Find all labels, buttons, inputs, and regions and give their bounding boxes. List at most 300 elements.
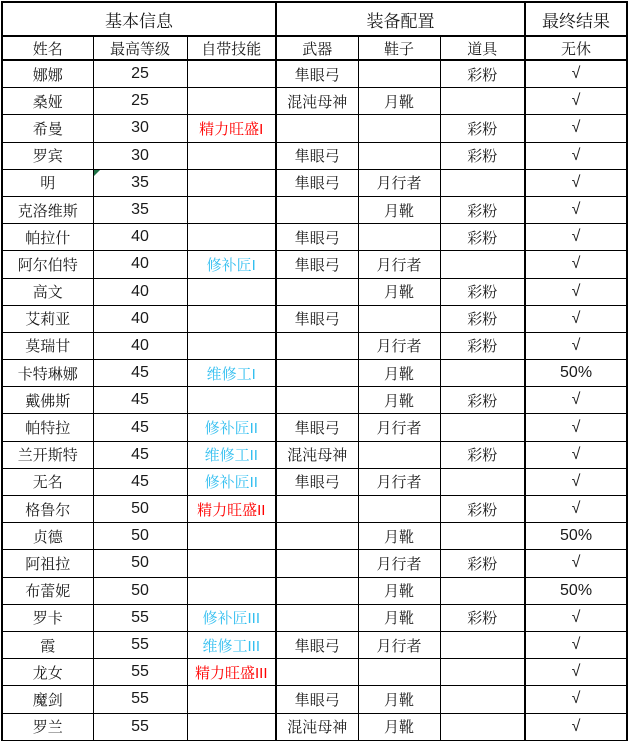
column-header-shoes[interactable]: 鞋子 bbox=[358, 36, 440, 60]
cell-level[interactable] bbox=[93, 686, 187, 713]
cell-text: 维修工II bbox=[204, 447, 258, 465]
cell-name[interactable] bbox=[2, 305, 93, 332]
table-row bbox=[2, 414, 627, 441]
cell-shoes[interactable] bbox=[358, 631, 440, 658]
cell-text: √ bbox=[571, 717, 581, 735]
cell-item[interactable] bbox=[440, 577, 525, 604]
cell-text: 贞德 bbox=[32, 528, 63, 546]
cell-level[interactable] bbox=[93, 604, 187, 631]
cell-text: 罗宾 bbox=[32, 148, 63, 166]
cell-text: √ bbox=[571, 663, 581, 681]
cell-item[interactable] bbox=[440, 332, 525, 359]
cell-text: 月行者 bbox=[376, 175, 422, 193]
cell-result[interactable] bbox=[525, 251, 627, 278]
cell-text: 45 bbox=[131, 445, 149, 463]
cell-skill[interactable] bbox=[187, 115, 276, 142]
table-row bbox=[2, 659, 627, 686]
cell-text: 罗兰 bbox=[32, 719, 63, 737]
column-header-innate-skill[interactable]: 自带技能 bbox=[187, 36, 276, 60]
cell-name[interactable] bbox=[2, 659, 93, 686]
cell-shoes[interactable] bbox=[358, 251, 440, 278]
column-header-max-level[interactable]: 最高等级 bbox=[93, 36, 187, 60]
cell-text: √ bbox=[571, 636, 581, 654]
cell-text: 月靴 bbox=[384, 691, 415, 709]
cell-text: 格鲁尔 bbox=[25, 501, 71, 519]
cell-level[interactable] bbox=[93, 332, 187, 359]
cell-item[interactable] bbox=[440, 686, 525, 713]
cell-result[interactable] bbox=[525, 441, 627, 468]
cell-item[interactable] bbox=[440, 414, 525, 441]
cell-text: 维修工III bbox=[202, 637, 261, 655]
cell-text: 彩粉 bbox=[467, 148, 498, 166]
cell-item[interactable] bbox=[440, 60, 525, 88]
cell-text: 月靴 bbox=[384, 392, 415, 410]
cell-shoes[interactable] bbox=[358, 604, 440, 631]
table-row bbox=[2, 577, 627, 604]
cell-weapon[interactable] bbox=[276, 686, 358, 713]
cell-text: 彩粉 bbox=[467, 555, 498, 573]
cell-skill[interactable] bbox=[187, 224, 276, 251]
cell-weapon[interactable] bbox=[276, 115, 358, 142]
cell-result[interactable] bbox=[525, 360, 627, 387]
cell-skill[interactable] bbox=[187, 88, 276, 115]
cell-level[interactable] bbox=[93, 414, 187, 441]
cell-weapon[interactable] bbox=[276, 88, 358, 115]
cell-name[interactable] bbox=[2, 550, 93, 577]
cell-shoes[interactable] bbox=[358, 577, 440, 604]
cell-text: 55 bbox=[131, 663, 149, 681]
cell-skill[interactable] bbox=[187, 468, 276, 495]
cell-name[interactable] bbox=[2, 196, 93, 223]
cell-weapon[interactable] bbox=[276, 169, 358, 196]
cell-level[interactable] bbox=[93, 523, 187, 550]
cell-text: 月靴 bbox=[384, 583, 415, 601]
cell-weapon[interactable] bbox=[276, 523, 358, 550]
cell-skill[interactable] bbox=[187, 441, 276, 468]
cell-result[interactable] bbox=[525, 387, 627, 414]
cell-text: 40 bbox=[131, 336, 149, 354]
cell-text: 罗卡 bbox=[32, 610, 63, 628]
cell-item[interactable] bbox=[440, 88, 525, 115]
cell-text: 维修工I bbox=[206, 365, 256, 383]
cell-text: 彩粉 bbox=[467, 229, 498, 247]
cell-item[interactable] bbox=[440, 604, 525, 631]
cell-skill[interactable] bbox=[187, 251, 276, 278]
cell-item[interactable] bbox=[440, 387, 525, 414]
cell-text: 霞 bbox=[40, 637, 56, 655]
cell-name[interactable] bbox=[2, 142, 93, 169]
cell-name[interactable] bbox=[2, 414, 93, 441]
cell-text: 45 bbox=[131, 364, 149, 382]
group-header-final-result[interactable]: 最终结果 bbox=[525, 2, 627, 36]
cell-skill[interactable] bbox=[187, 604, 276, 631]
cell-text: 修补匠II bbox=[204, 474, 258, 492]
cell-text: 50 bbox=[131, 554, 149, 572]
table-row bbox=[2, 631, 627, 658]
cell-text: 30 bbox=[131, 146, 149, 164]
cell-name[interactable] bbox=[2, 88, 93, 115]
cell-name[interactable] bbox=[2, 631, 93, 658]
cell-result[interactable] bbox=[525, 550, 627, 577]
cell-skill[interactable] bbox=[187, 387, 276, 414]
cell-result[interactable] bbox=[525, 496, 627, 523]
cell-text: √ bbox=[571, 255, 581, 273]
cell-level[interactable] bbox=[93, 360, 187, 387]
cell-weapon[interactable] bbox=[276, 441, 358, 468]
cell-level[interactable] bbox=[93, 387, 187, 414]
cell-text: 隼眼弓 bbox=[294, 256, 340, 274]
cell-result[interactable] bbox=[525, 88, 627, 115]
cell-text: 50% bbox=[560, 527, 593, 545]
cell-item[interactable] bbox=[440, 496, 525, 523]
cell-name[interactable] bbox=[2, 224, 93, 251]
cell-text: √ bbox=[571, 554, 581, 572]
cell-shoes[interactable] bbox=[358, 169, 440, 196]
cell-result[interactable] bbox=[525, 577, 627, 604]
table-row bbox=[2, 142, 627, 169]
cell-level[interactable] bbox=[93, 577, 187, 604]
cell-shoes[interactable] bbox=[358, 713, 440, 741]
cell-shoes[interactable] bbox=[358, 468, 440, 495]
cell-text: 戴佛斯 bbox=[25, 392, 71, 410]
table-row bbox=[2, 169, 627, 196]
column-header-name[interactable]: 姓名 bbox=[2, 36, 93, 60]
cell-result[interactable] bbox=[525, 60, 627, 88]
cell-item[interactable] bbox=[440, 305, 525, 332]
cell-weapon[interactable] bbox=[276, 659, 358, 686]
cell-text: 月靴 bbox=[384, 93, 415, 111]
table-row bbox=[2, 713, 627, 741]
cell-skill[interactable] bbox=[187, 577, 276, 604]
table-row bbox=[2, 441, 627, 468]
cell-skill[interactable] bbox=[187, 305, 276, 332]
cell-text: 帕拉什 bbox=[25, 229, 71, 247]
cell-skill[interactable] bbox=[187, 60, 276, 88]
cell-level[interactable] bbox=[93, 142, 187, 169]
cell-level[interactable] bbox=[93, 496, 187, 523]
cell-level[interactable] bbox=[93, 713, 187, 741]
cell-text: 隼眼弓 bbox=[294, 474, 340, 492]
cell-result[interactable] bbox=[525, 604, 627, 631]
cell-text: 25 bbox=[131, 65, 149, 83]
cell-weapon[interactable] bbox=[276, 224, 358, 251]
group-header-equipment-config[interactable]: 装备配置 bbox=[276, 2, 525, 36]
cell-weapon[interactable] bbox=[276, 550, 358, 577]
cell-item[interactable] bbox=[440, 360, 525, 387]
cell-text: 彩粉 bbox=[467, 284, 498, 302]
cell-item[interactable] bbox=[440, 441, 525, 468]
cell-result[interactable] bbox=[525, 142, 627, 169]
cell-weapon[interactable] bbox=[276, 631, 358, 658]
cell-item[interactable] bbox=[440, 523, 525, 550]
cell-level[interactable] bbox=[93, 631, 187, 658]
cell-result[interactable] bbox=[525, 305, 627, 332]
cell-text: 月靴 bbox=[384, 719, 415, 737]
cell-shoes[interactable] bbox=[358, 659, 440, 686]
cell-text: 彩粉 bbox=[467, 120, 498, 138]
cell-result[interactable] bbox=[525, 278, 627, 305]
cell-text: 彩粉 bbox=[467, 392, 498, 410]
cell-text: 彩粉 bbox=[467, 501, 498, 519]
cell-name[interactable] bbox=[2, 468, 93, 495]
cell-item[interactable] bbox=[440, 196, 525, 223]
cell-text: 克洛维斯 bbox=[17, 202, 78, 220]
cell-text: 55 bbox=[131, 717, 149, 735]
cell-item[interactable] bbox=[440, 115, 525, 142]
cell-name[interactable] bbox=[2, 278, 93, 305]
cell-weapon[interactable] bbox=[276, 387, 358, 414]
cell-level[interactable] bbox=[93, 305, 187, 332]
cell-item[interactable] bbox=[440, 713, 525, 741]
cell-name[interactable] bbox=[2, 523, 93, 550]
column-header-no-rest[interactable]: 无休 bbox=[525, 36, 627, 60]
cell-result[interactable] bbox=[525, 468, 627, 495]
cell-item[interactable] bbox=[440, 278, 525, 305]
cell-item[interactable] bbox=[440, 142, 525, 169]
cell-name[interactable] bbox=[2, 604, 93, 631]
cell-weapon[interactable] bbox=[276, 332, 358, 359]
cell-result[interactable] bbox=[525, 115, 627, 142]
cell-shoes[interactable] bbox=[358, 523, 440, 550]
cell-skill[interactable] bbox=[187, 278, 276, 305]
cell-text: 娜娜 bbox=[32, 66, 63, 84]
cell-text: 彩粉 bbox=[467, 66, 498, 84]
cell-item[interactable] bbox=[440, 224, 525, 251]
cell-text: 45 bbox=[131, 472, 149, 490]
cell-shoes[interactable] bbox=[358, 550, 440, 577]
cell-level[interactable] bbox=[93, 659, 187, 686]
cell-result[interactable] bbox=[525, 414, 627, 441]
cell-result[interactable] bbox=[525, 631, 627, 658]
cell-name[interactable] bbox=[2, 496, 93, 523]
cell-text: 魔剑 bbox=[32, 691, 63, 709]
cell-text: 月靴 bbox=[384, 202, 415, 220]
cell-weapon[interactable] bbox=[276, 496, 358, 523]
cell-name[interactable] bbox=[2, 713, 93, 741]
cell-text: √ bbox=[571, 146, 581, 164]
cell-name[interactable] bbox=[2, 577, 93, 604]
cell-text: √ bbox=[571, 173, 581, 191]
cell-text: 隼眼弓 bbox=[294, 637, 340, 655]
cell-text: 月行者 bbox=[376, 338, 422, 356]
cell-result[interactable] bbox=[525, 713, 627, 741]
cell-weapon[interactable] bbox=[276, 360, 358, 387]
cell-text: 精力旺盛III bbox=[195, 664, 268, 682]
cell-skill[interactable] bbox=[187, 523, 276, 550]
cell-text: 精力旺盛I bbox=[199, 120, 264, 138]
cell-text: 35 bbox=[131, 173, 149, 191]
cell-weapon[interactable] bbox=[276, 251, 358, 278]
cell-skill[interactable] bbox=[187, 360, 276, 387]
cell-weapon[interactable] bbox=[276, 196, 358, 223]
cell-text: 40 bbox=[131, 309, 149, 327]
cell-text: 希曼 bbox=[32, 120, 63, 138]
cell-shoes[interactable] bbox=[358, 496, 440, 523]
cell-name[interactable] bbox=[2, 60, 93, 88]
cell-item[interactable] bbox=[440, 659, 525, 686]
cell-weapon[interactable] bbox=[276, 604, 358, 631]
cell-level[interactable] bbox=[93, 550, 187, 577]
cell-text: √ bbox=[571, 65, 581, 83]
spreadsheet-table-view bbox=[0, 1, 629, 741]
cell-text: √ bbox=[571, 92, 581, 110]
table-row bbox=[2, 550, 627, 577]
table-row bbox=[2, 196, 627, 223]
cell-skill[interactable] bbox=[187, 142, 276, 169]
cell-skill[interactable] bbox=[187, 713, 276, 741]
cell-level[interactable] bbox=[93, 88, 187, 115]
cell-text: 隼眼弓 bbox=[294, 311, 340, 329]
cell-weapon[interactable] bbox=[276, 713, 358, 741]
cell-text: √ bbox=[571, 418, 581, 436]
cell-text: √ bbox=[571, 445, 581, 463]
cell-skill[interactable] bbox=[187, 196, 276, 223]
cell-text: 修补匠I bbox=[206, 256, 256, 274]
table-row bbox=[2, 496, 627, 523]
cell-level[interactable] bbox=[93, 60, 187, 88]
cell-text: 30 bbox=[131, 119, 149, 137]
cell-text: 月行者 bbox=[376, 637, 422, 655]
cell-weapon[interactable] bbox=[276, 278, 358, 305]
table-row bbox=[2, 332, 627, 359]
cell-text: 彩粉 bbox=[467, 447, 498, 465]
cell-shoes[interactable] bbox=[358, 441, 440, 468]
cell-name[interactable] bbox=[2, 360, 93, 387]
cell-weapon[interactable] bbox=[276, 468, 358, 495]
cell-skill[interactable] bbox=[187, 550, 276, 577]
cell-level[interactable] bbox=[93, 251, 187, 278]
cell-text: 隼眼弓 bbox=[294, 148, 340, 166]
cell-text: 35 bbox=[131, 201, 149, 219]
cell-skill[interactable] bbox=[187, 496, 276, 523]
cell-text: 月行者 bbox=[376, 256, 422, 274]
cell-item[interactable] bbox=[440, 468, 525, 495]
cell-shoes[interactable] bbox=[358, 60, 440, 88]
cell-shoes[interactable] bbox=[358, 224, 440, 251]
cell-shoes[interactable] bbox=[358, 115, 440, 142]
cell-weapon[interactable] bbox=[276, 577, 358, 604]
cell-text: 彩粉 bbox=[467, 311, 498, 329]
cell-shoes[interactable] bbox=[358, 278, 440, 305]
cell-text: 精力旺盛II bbox=[197, 501, 266, 519]
cell-text: √ bbox=[571, 500, 581, 518]
cell-result[interactable] bbox=[525, 523, 627, 550]
cell-level[interactable] bbox=[93, 441, 187, 468]
cell-text: 高文 bbox=[32, 284, 63, 302]
cell-skill[interactable] bbox=[187, 414, 276, 441]
cell-shoes[interactable] bbox=[358, 360, 440, 387]
cell-item[interactable] bbox=[440, 631, 525, 658]
cell-skill[interactable] bbox=[187, 332, 276, 359]
cell-result[interactable] bbox=[525, 332, 627, 359]
cell-skill[interactable] bbox=[187, 659, 276, 686]
table-row bbox=[2, 468, 627, 495]
cell-skill[interactable] bbox=[187, 686, 276, 713]
cell-skill[interactable] bbox=[187, 631, 276, 658]
cell-text: 阿祖拉 bbox=[25, 555, 71, 573]
cell-name[interactable] bbox=[2, 686, 93, 713]
cell-text: 50 bbox=[131, 581, 149, 599]
cell-text: 修补匠III bbox=[202, 610, 261, 628]
table-row bbox=[2, 604, 627, 631]
cell-name[interactable] bbox=[2, 251, 93, 278]
table-row bbox=[2, 278, 627, 305]
cell-item[interactable] bbox=[440, 169, 525, 196]
table-row bbox=[2, 115, 627, 142]
cell-level[interactable] bbox=[93, 278, 187, 305]
cell-result[interactable] bbox=[525, 196, 627, 223]
cell-text: √ bbox=[571, 336, 581, 354]
group-header-basic-info[interactable]: 基本信息 bbox=[2, 2, 276, 36]
cell-text: 40 bbox=[131, 255, 149, 273]
cell-shoes[interactable] bbox=[358, 196, 440, 223]
cell-text: 55 bbox=[131, 636, 149, 654]
cell-level[interactable] bbox=[93, 468, 187, 495]
cell-text: 月靴 bbox=[384, 365, 415, 383]
cell-name[interactable] bbox=[2, 387, 93, 414]
cell-text: 40 bbox=[131, 282, 149, 300]
cell-result[interactable] bbox=[525, 659, 627, 686]
cell-weapon[interactable] bbox=[276, 60, 358, 88]
cell-text: 阿尔伯特 bbox=[17, 256, 78, 274]
cell-text: √ bbox=[571, 472, 581, 490]
cell-name[interactable] bbox=[2, 441, 93, 468]
cell-text: 无名 bbox=[32, 474, 63, 492]
cell-level[interactable] bbox=[93, 224, 187, 251]
cell-skill[interactable] bbox=[187, 169, 276, 196]
cell-text: 25 bbox=[131, 92, 149, 110]
table-row bbox=[2, 360, 627, 387]
cell-weapon[interactable] bbox=[276, 414, 358, 441]
cell-name[interactable] bbox=[2, 332, 93, 359]
cell-weapon[interactable] bbox=[276, 142, 358, 169]
cell-text: 隼眼弓 bbox=[294, 691, 340, 709]
cell-result[interactable] bbox=[525, 224, 627, 251]
column-header-weapon[interactable]: 武器 bbox=[276, 36, 358, 60]
cell-text: √ bbox=[571, 608, 581, 626]
cell-result[interactable] bbox=[525, 169, 627, 196]
column-header-item[interactable]: 道具 bbox=[440, 36, 525, 60]
cell-shoes[interactable] bbox=[358, 686, 440, 713]
column-header-row bbox=[2, 36, 627, 60]
cell-shoes[interactable] bbox=[358, 305, 440, 332]
table-row bbox=[2, 251, 627, 278]
cell-name[interactable] bbox=[2, 115, 93, 142]
cell-shoes[interactable] bbox=[358, 142, 440, 169]
cell-level[interactable] bbox=[93, 115, 187, 142]
cell-result[interactable] bbox=[525, 686, 627, 713]
cell-text: 龙女 bbox=[32, 664, 63, 682]
cell-text: 莫瑞甘 bbox=[25, 338, 71, 356]
cell-level[interactable] bbox=[93, 196, 187, 223]
cell-text: 混沌母神 bbox=[287, 719, 348, 737]
cell-item[interactable] bbox=[440, 251, 525, 278]
cell-shoes[interactable] bbox=[358, 332, 440, 359]
cell-shoes[interactable] bbox=[358, 88, 440, 115]
cell-text: 月靴 bbox=[384, 528, 415, 546]
cell-shoes[interactable] bbox=[358, 414, 440, 441]
cell-shoes[interactable] bbox=[358, 387, 440, 414]
table-row bbox=[2, 305, 627, 332]
table-row bbox=[2, 60, 627, 88]
cell-level[interactable] bbox=[93, 169, 187, 196]
cell-text: 45 bbox=[131, 418, 149, 436]
cell-name[interactable] bbox=[2, 169, 93, 196]
cell-text: 50% bbox=[560, 364, 593, 382]
cell-item[interactable] bbox=[440, 550, 525, 577]
cell-weapon[interactable] bbox=[276, 305, 358, 332]
cell-text: 50 bbox=[131, 527, 149, 545]
